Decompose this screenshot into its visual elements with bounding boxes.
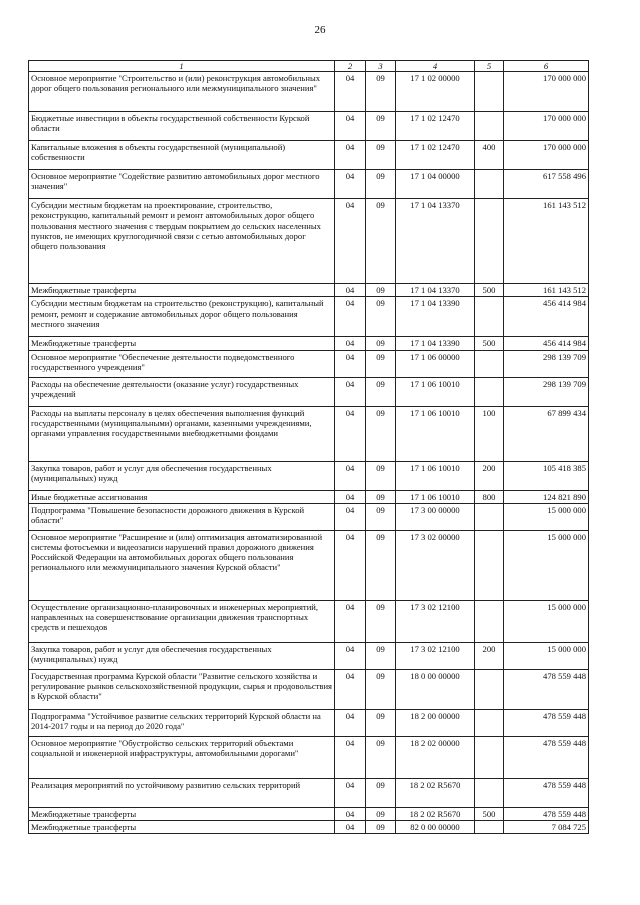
budget-table [28,60,589,834]
column-header-name: 1 [29,61,335,72]
row-amount: 161 143 512 [504,284,589,297]
row-target-article: 18 2 00 00000 [396,709,475,736]
row-name: Межбюджетные трансферты [29,337,335,350]
table-body [29,72,589,834]
row-amount: 170 000 000 [504,141,589,170]
row-subsection: 09 [366,377,396,406]
row-expense-type [475,112,504,141]
row-target-article: 17 1 04 13370 [396,199,475,284]
row-subsection: 09 [366,350,396,377]
row-expense-type [475,736,504,778]
row-section: 04 [335,821,366,834]
row-amount: 478 559 448 [504,669,589,709]
row-target-article: 17 1 06 10010 [396,377,475,406]
row-subsection: 09 [366,821,396,834]
row-subsection: 09 [366,141,396,170]
row-section: 04 [335,350,366,377]
table-row [29,337,589,350]
row-target-article: 17 3 02 00000 [396,530,475,600]
row-amount: 456 414 984 [504,297,589,337]
table-row [29,736,589,778]
row-section: 04 [335,490,366,503]
row-target-article: 17 1 06 10010 [396,461,475,490]
row-subsection: 09 [366,490,396,503]
row-section: 04 [335,503,366,530]
row-expense-type [475,503,504,530]
row-amount: 15 000 000 [504,642,589,669]
row-expense-type: 400 [475,141,504,170]
row-subsection: 09 [366,461,396,490]
row-amount: 15 000 000 [504,503,589,530]
row-target-article: 18 2 02 R5670 [396,807,475,820]
row-expense-type [475,170,504,199]
row-expense-type: 100 [475,406,504,461]
row-name: Закупка товаров, работ и услуг для обеспечения государственных (муниципальных) нужд [29,461,335,490]
table-row [29,669,589,709]
row-name: Осуществление организационно-планировочных и инженерных мероприятий, направленных на совершенствование организации движения транспортных средств и пешеходов [29,600,335,642]
row-section: 04 [335,600,366,642]
row-amount: 298 139 709 [504,377,589,406]
row-name: Бюджетные инвестиции в объекты государственной собственности Курской области [29,112,335,141]
table-row [29,642,589,669]
row-section: 04 [335,141,366,170]
table-row [29,141,589,170]
row-target-article: 17 3 02 12100 [396,600,475,642]
row-target-article: 82 0 00 00000 [396,821,475,834]
table-row [29,530,589,600]
row-amount: 124 821 890 [504,490,589,503]
column-header-target-article: 4 [396,61,475,72]
row-name: Субсидии местным бюджетам на строительство (реконструкцию), капитальный ремонт, ремонт и содержание автомобильных дорог общего пользования местного значения [29,297,335,337]
row-target-article: 17 3 02 12100 [396,642,475,669]
row-amount: 161 143 512 [504,199,589,284]
row-expense-type [475,600,504,642]
row-target-article: 18 0 00 00000 [396,669,475,709]
row-section: 04 [335,778,366,807]
row-target-article: 17 1 02 12470 [396,112,475,141]
row-name: Основное мероприятие "Строительство и (или) реконструкция автомобильных дорог общего пользования регионального или межмуниципального значения" [29,72,335,112]
row-amount: 105 418 385 [504,461,589,490]
row-section: 04 [335,337,366,350]
row-amount: 170 000 000 [504,72,589,112]
table-row [29,807,589,820]
row-expense-type [475,709,504,736]
row-expense-type [475,199,504,284]
row-amount: 617 558 496 [504,170,589,199]
row-target-article: 17 3 00 00000 [396,503,475,530]
row-subsection: 09 [366,284,396,297]
row-subsection: 09 [366,778,396,807]
row-expense-type: 800 [475,490,504,503]
row-amount: 478 559 448 [504,709,589,736]
table-header-row [29,61,589,72]
row-subsection: 09 [366,503,396,530]
row-amount: 7 084 725 [504,821,589,834]
row-section: 04 [335,170,366,199]
row-section: 04 [335,530,366,600]
row-section: 04 [335,642,366,669]
row-amount: 456 414 984 [504,337,589,350]
row-subsection: 09 [366,530,396,600]
row-target-article: 17 1 02 00000 [396,72,475,112]
row-section: 04 [335,112,366,141]
row-subsection: 09 [366,807,396,820]
row-name: Субсидии местным бюджетам на проектирование, строительство, реконструкцию, капитальный ремонт и ремонт автомобильных дорог общего пользования местного значения с твердым покрытием до сельских населенных пунктов, не имеющих круглогодичной связи с сетью автомобильных дорог общего пользования [29,199,335,284]
table-row [29,709,589,736]
column-header-expense-type: 5 [475,61,504,72]
row-name: Капитальные вложения в объекты государственной (муниципальной) собственности [29,141,335,170]
row-section: 04 [335,297,366,337]
row-expense-type [475,778,504,807]
row-subsection: 09 [366,72,396,112]
row-expense-type: 200 [475,461,504,490]
row-subsection: 09 [366,170,396,199]
row-expense-type [475,821,504,834]
column-header-subsection: 3 [366,61,396,72]
row-section: 04 [335,284,366,297]
row-amount: 67 899 434 [504,406,589,461]
row-expense-type [475,350,504,377]
row-name: Иные бюджетные ассигнования [29,490,335,503]
row-expense-type [475,669,504,709]
row-section: 04 [335,72,366,112]
row-subsection: 09 [366,709,396,736]
table-row [29,112,589,141]
row-section: 04 [335,377,366,406]
table-row [29,72,589,112]
row-target-article: 18 2 02 R5670 [396,778,475,807]
row-expense-type: 500 [475,284,504,297]
row-subsection: 09 [366,600,396,642]
row-section: 04 [335,669,366,709]
row-name: Основное мероприятие "Обеспечение деятельности подведомственного государственного учреждения" [29,350,335,377]
row-expense-type [475,377,504,406]
table-row [29,297,589,337]
row-name: Реализация мероприятий по устойчивому развитию сельских территорий [29,778,335,807]
table-row [29,406,589,461]
row-target-article: 17 1 04 13390 [396,337,475,350]
row-subsection: 09 [366,406,396,461]
row-amount: 15 000 000 [504,530,589,600]
row-name: Подпрограмма "Повышение безопасности дорожного движения в Курской области" [29,503,335,530]
table-row [29,199,589,284]
row-target-article: 17 1 06 00000 [396,350,475,377]
row-name: Государственная программа Курской области "Развитие сельского хозяйства и регулирование рынков сельскохозяйственной продукции, сырья и продовольствия в Курской области" [29,669,335,709]
row-subsection: 09 [366,297,396,337]
row-section: 04 [335,406,366,461]
row-section: 04 [335,461,366,490]
table-row [29,350,589,377]
row-target-article: 17 1 06 10010 [396,406,475,461]
row-name: Основное мероприятие "Обустройство сельских территорий объектами социальной и инженерной инфраструктуры, автомобильными дорогами" [29,736,335,778]
page-number: 26 [314,24,326,36]
row-amount: 478 559 448 [504,807,589,820]
row-expense-type: 500 [475,807,504,820]
row-name: Межбюджетные трансферты [29,821,335,834]
row-expense-type [475,297,504,337]
row-target-article: 17 1 04 13390 [396,297,475,337]
table-row [29,503,589,530]
table-row [29,170,589,199]
row-amount: 478 559 448 [504,736,589,778]
table-row [29,461,589,490]
table-row [29,284,589,297]
row-expense-type [475,72,504,112]
row-subsection: 09 [366,669,396,709]
table-row [29,600,589,642]
row-expense-type: 500 [475,337,504,350]
table-row [29,821,589,834]
row-name: Закупка товаров, работ и услуг для обеспечения государственных (муниципальных) нужд [29,642,335,669]
row-subsection: 09 [366,736,396,778]
row-section: 04 [335,807,366,820]
row-subsection: 09 [366,112,396,141]
row-subsection: 09 [366,337,396,350]
row-name: Основное мероприятие "Содействие развитию автомобильных дорог местного значения" [29,170,335,199]
table-row [29,778,589,807]
row-subsection: 09 [366,199,396,284]
row-name: Межбюджетные трансферты [29,284,335,297]
row-target-article: 17 1 04 00000 [396,170,475,199]
row-name: Подпрограмма "Устойчивое развитие сельских территорий Курской области на 2014-2017 годы и на период до 2020 года" [29,709,335,736]
table-row [29,490,589,503]
row-section: 04 [335,709,366,736]
row-name: Расходы на выплаты персоналу в целях обеспечения выполнения функций государственными (муниципальными) органами, казенными учреждениями, органами управления государственными внебюджетными фондами [29,406,335,461]
row-name: Межбюджетные трансферты [29,807,335,820]
row-target-article: 17 1 04 13370 [396,284,475,297]
row-amount: 170 000 000 [504,112,589,141]
column-header-amount: 6 [504,61,589,72]
table-row [29,377,589,406]
row-expense-type: 200 [475,642,504,669]
row-expense-type [475,530,504,600]
row-section: 04 [335,736,366,778]
row-name: Основное мероприятие "Расширение и (или) оптимизация автоматизированной системы фотосъемки и видеозаписи нарушений правил дорожного движения Российской Федерации на автомобильных дорогах общего пользования регионального или межмуниципального значения Курской области" [29,530,335,600]
row-amount: 298 139 709 [504,350,589,377]
row-section: 04 [335,199,366,284]
row-amount: 478 559 448 [504,778,589,807]
row-subsection: 09 [366,642,396,669]
row-target-article: 17 1 02 12470 [396,141,475,170]
row-name: Расходы на обеспечение деятельности (оказание услуг) государственных учреждений [29,377,335,406]
row-amount: 15 000 000 [504,600,589,642]
row-target-article: 17 1 06 10010 [396,490,475,503]
row-target-article: 18 2 02 00000 [396,736,475,778]
column-header-section: 2 [335,61,366,72]
